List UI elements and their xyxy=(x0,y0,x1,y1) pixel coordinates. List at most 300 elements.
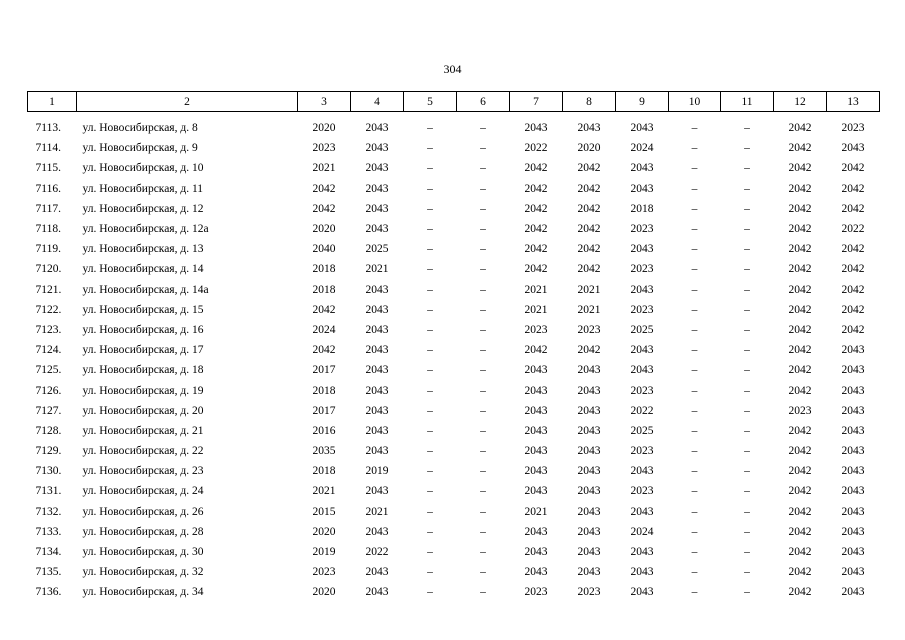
address-cell: ул. Новосибирская, д. 9 xyxy=(82,142,198,155)
value-cell: 2042 xyxy=(841,182,865,195)
column-header-13: 13 xyxy=(827,92,880,112)
value-cell: – xyxy=(427,404,433,417)
table-row xyxy=(28,199,880,219)
value-cell: 2043 xyxy=(365,182,389,195)
row-number: 7117. xyxy=(35,202,61,215)
address-cell: ул. Новосибирская, д. 15 xyxy=(82,303,204,316)
value-cell: – xyxy=(744,243,750,256)
value-cell: 2024 xyxy=(630,525,654,538)
row-number: 7122. xyxy=(35,303,62,316)
value-cell: – xyxy=(744,223,750,236)
address-cell: ул. Новосибирская, д. 12 xyxy=(82,202,204,215)
value-cell: – xyxy=(691,303,698,316)
column-header-4: 4 xyxy=(351,92,404,112)
value-cell: 2023 xyxy=(577,586,601,599)
table-row xyxy=(28,421,880,441)
value-cell: – xyxy=(744,364,750,377)
value-cell: – xyxy=(480,485,486,498)
value-cell: – xyxy=(480,243,486,256)
row-number: 7120. xyxy=(35,263,62,276)
value-cell: 2043 xyxy=(630,283,654,296)
value-cell: 2043 xyxy=(841,364,865,377)
value-cell: 2023 xyxy=(312,142,336,155)
value-cell: 2023 xyxy=(630,445,654,458)
value-cell: 2042 xyxy=(577,223,601,236)
table-row xyxy=(28,259,880,279)
value-cell: – xyxy=(744,525,750,538)
value-cell: 2040 xyxy=(312,243,336,256)
value-cell: – xyxy=(691,223,698,236)
value-cell: 2042 xyxy=(841,323,865,336)
value-cell: – xyxy=(480,465,486,478)
table-row xyxy=(28,481,880,501)
value-cell: 2042 xyxy=(841,243,865,256)
value-cell: 2017 xyxy=(312,404,336,417)
value-cell: 2042 xyxy=(577,263,601,276)
table-row xyxy=(28,461,880,481)
value-cell: 2018 xyxy=(630,202,654,215)
table-row xyxy=(28,380,880,400)
value-cell: 2020 xyxy=(312,122,336,135)
value-cell: – xyxy=(480,182,486,195)
value-cell: – xyxy=(427,243,433,256)
value-cell: 2043 xyxy=(577,525,601,538)
value-cell: – xyxy=(691,182,698,195)
value-cell: 2042 xyxy=(788,263,812,276)
value-cell: 2043 xyxy=(841,525,865,538)
value-cell: 2035 xyxy=(312,445,336,458)
value-cell: 2042 xyxy=(577,202,601,215)
address-cell: ул. Новосибирская, д. 10 xyxy=(82,162,204,175)
value-cell: 2024 xyxy=(312,323,336,336)
value-cell: 2043 xyxy=(365,303,389,316)
value-cell: 2021 xyxy=(524,505,548,518)
value-cell: 2021 xyxy=(577,283,601,296)
value-cell: 2042 xyxy=(841,263,865,276)
value-cell: 2024 xyxy=(630,142,654,155)
value-cell: – xyxy=(427,364,433,377)
value-cell: – xyxy=(744,546,750,559)
value-cell: 2042 xyxy=(788,122,812,135)
value-cell: – xyxy=(480,323,486,336)
value-cell: – xyxy=(480,202,486,215)
value-cell: 2023 xyxy=(524,586,548,599)
row-number: 7118. xyxy=(35,223,61,236)
value-cell: – xyxy=(744,323,750,336)
table-row xyxy=(28,360,880,380)
value-cell: – xyxy=(744,505,750,518)
value-cell: 2042 xyxy=(788,465,812,478)
value-cell: 2043 xyxy=(577,546,601,559)
value-cell: 2042 xyxy=(788,243,812,256)
column-header-11: 11 xyxy=(721,92,774,112)
value-cell: 2042 xyxy=(312,182,336,195)
value-cell: 2043 xyxy=(577,566,601,579)
row-number: 7136. xyxy=(35,586,62,599)
address-cell: ул. Новосибирская, д. 23 xyxy=(82,465,204,478)
value-cell: 2043 xyxy=(577,404,601,417)
value-cell: 2042 xyxy=(788,162,812,175)
value-cell: 2021 xyxy=(365,263,389,276)
value-cell: – xyxy=(744,162,750,175)
value-cell: 2043 xyxy=(365,424,389,437)
address-cell: ул. Новосибирская, д. 13 xyxy=(82,243,204,256)
value-cell: 2042 xyxy=(577,344,601,357)
value-cell: – xyxy=(744,404,750,417)
column-header-7: 7 xyxy=(510,92,563,112)
value-cell: – xyxy=(691,122,698,135)
value-cell: 2042 xyxy=(788,525,812,538)
value-cell: 2022 xyxy=(365,546,389,559)
value-cell: 2023 xyxy=(841,122,865,135)
value-cell: 2018 xyxy=(312,384,336,397)
value-cell: 2043 xyxy=(630,586,654,599)
value-cell: 2043 xyxy=(365,344,389,357)
value-cell: 2023 xyxy=(630,303,654,316)
value-cell: 2043 xyxy=(841,485,865,498)
value-cell: 2018 xyxy=(312,283,336,296)
value-cell: 2042 xyxy=(788,364,812,377)
value-cell: 2021 xyxy=(312,485,336,498)
value-cell: 2023 xyxy=(312,566,336,579)
address-cell: ул. Новосибирская, д. 14 xyxy=(82,263,204,276)
table-row xyxy=(28,179,880,199)
value-cell: 2043 xyxy=(365,384,389,397)
value-cell: – xyxy=(744,303,750,316)
value-cell: 2042 xyxy=(788,223,812,236)
value-cell: – xyxy=(480,445,486,458)
value-cell: 2042 xyxy=(788,384,812,397)
table-row xyxy=(28,401,880,421)
value-cell: 2042 xyxy=(577,243,601,256)
value-cell: 2043 xyxy=(577,485,601,498)
value-cell: – xyxy=(691,546,698,559)
table-row xyxy=(28,542,880,562)
value-cell: 2023 xyxy=(630,223,654,236)
value-cell: – xyxy=(744,202,750,215)
column-header-1: 1 xyxy=(28,92,77,112)
value-cell: 2020 xyxy=(577,142,601,155)
value-cell: 2043 xyxy=(577,465,601,478)
address-cell: ул. Новосибирская, д. 11 xyxy=(82,182,204,195)
value-cell: 2043 xyxy=(630,344,654,357)
value-cell: 2043 xyxy=(365,566,389,579)
value-cell: 2042 xyxy=(524,263,548,276)
value-cell: – xyxy=(691,263,698,276)
value-cell: – xyxy=(427,546,433,559)
value-cell: – xyxy=(480,142,486,155)
value-cell: – xyxy=(691,243,698,256)
value-cell: – xyxy=(480,505,486,518)
value-cell: 2043 xyxy=(524,566,548,579)
value-cell: 2042 xyxy=(788,546,812,559)
value-cell: – xyxy=(691,424,698,437)
value-cell: – xyxy=(427,122,433,135)
value-cell: – xyxy=(480,223,486,236)
value-cell: 2042 xyxy=(524,182,548,195)
value-cell: – xyxy=(744,283,750,296)
value-cell: 2043 xyxy=(365,223,389,236)
address-cell: ул. Новосибирская, д. 28 xyxy=(82,525,204,538)
value-cell: – xyxy=(744,424,750,437)
address-cell: ул. Новосибирская, д. 30 xyxy=(82,546,204,559)
value-cell: 2025 xyxy=(630,323,654,336)
value-cell: 2023 xyxy=(577,323,601,336)
value-cell: – xyxy=(480,263,486,276)
value-cell: 2043 xyxy=(630,243,654,256)
value-cell: – xyxy=(744,445,750,458)
value-cell: 2042 xyxy=(788,344,812,357)
value-cell: – xyxy=(744,384,750,397)
table-row xyxy=(28,340,880,360)
address-cell: ул. Новосибирская, д. 8 xyxy=(82,122,198,135)
value-cell: 2043 xyxy=(630,566,654,579)
value-cell: 2043 xyxy=(630,122,654,135)
value-cell: – xyxy=(744,566,750,579)
value-cell: 2043 xyxy=(577,384,601,397)
value-cell: – xyxy=(480,303,486,316)
value-cell: 2043 xyxy=(630,182,654,195)
value-cell: 2043 xyxy=(577,364,601,377)
value-cell: – xyxy=(427,223,433,236)
table-row xyxy=(28,502,880,522)
value-cell: – xyxy=(427,142,433,155)
page-number: 304 xyxy=(443,62,462,76)
value-cell: – xyxy=(691,344,698,357)
value-cell: 2043 xyxy=(630,465,654,478)
value-cell: – xyxy=(427,202,433,215)
value-cell: 2023 xyxy=(788,404,812,417)
value-cell: – xyxy=(427,465,433,478)
value-cell: – xyxy=(427,525,433,538)
value-cell: – xyxy=(744,344,750,357)
value-cell: – xyxy=(480,384,486,397)
table-row xyxy=(28,138,880,158)
value-cell: 2043 xyxy=(365,142,389,155)
address-cell: ул. Новосибирская, д. 18 xyxy=(82,364,204,377)
value-cell: 2042 xyxy=(841,283,865,296)
row-number: 7116. xyxy=(35,182,61,195)
value-cell: 2043 xyxy=(630,546,654,559)
value-cell: 2018 xyxy=(312,263,336,276)
value-cell: 2042 xyxy=(841,303,865,316)
value-cell: – xyxy=(480,424,486,437)
value-cell: 2042 xyxy=(524,202,548,215)
value-cell: – xyxy=(427,323,433,336)
table-row xyxy=(28,112,880,139)
value-cell: – xyxy=(427,283,433,296)
table-row xyxy=(28,300,880,320)
value-cell: 2043 xyxy=(841,465,865,478)
column-header-8: 8 xyxy=(563,92,616,112)
row-number: 7130. xyxy=(35,465,62,478)
value-cell: 2042 xyxy=(841,202,865,215)
value-cell: – xyxy=(480,122,486,135)
value-cell: – xyxy=(427,505,433,518)
value-cell: 2043 xyxy=(630,364,654,377)
row-number: 7123. xyxy=(35,323,62,336)
value-cell: – xyxy=(691,485,698,498)
value-cell: 2043 xyxy=(524,384,548,397)
value-cell: – xyxy=(427,303,433,316)
value-cell: 2042 xyxy=(788,566,812,579)
row-number: 7132. xyxy=(35,505,62,518)
value-cell: – xyxy=(480,364,486,377)
address-cell: ул. Новосибирская, д. 24 xyxy=(82,485,204,498)
value-cell: 2043 xyxy=(841,586,865,599)
column-header-6: 6 xyxy=(457,92,510,112)
value-cell: – xyxy=(427,263,433,276)
value-cell: – xyxy=(691,525,698,538)
address-cell: ул. Новосибирская, д. 17 xyxy=(82,344,204,357)
value-cell: 2022 xyxy=(524,142,548,155)
value-cell: 2015 xyxy=(312,505,336,518)
value-cell: 2019 xyxy=(312,546,336,559)
address-cell: ул. Новосибирская, д. 34 xyxy=(82,586,204,599)
value-cell: 2043 xyxy=(524,546,548,559)
value-cell: 2043 xyxy=(841,546,865,559)
value-cell: 2043 xyxy=(841,424,865,437)
value-cell: – xyxy=(744,465,750,478)
value-cell: – xyxy=(691,323,698,336)
value-cell: 2043 xyxy=(524,465,548,478)
row-number: 7113. xyxy=(35,122,61,135)
value-cell: – xyxy=(480,525,486,538)
value-cell: 2043 xyxy=(524,404,548,417)
value-cell: – xyxy=(480,586,486,599)
value-cell: 2042 xyxy=(788,505,812,518)
value-cell: – xyxy=(691,364,698,377)
table-body xyxy=(28,112,880,603)
value-cell: 2042 xyxy=(788,586,812,599)
value-cell: 2042 xyxy=(788,445,812,458)
value-cell: – xyxy=(691,142,698,155)
value-cell: 2043 xyxy=(365,323,389,336)
value-cell: – xyxy=(427,424,433,437)
row-number: 7127. xyxy=(35,404,62,417)
value-cell: – xyxy=(691,505,698,518)
value-cell: 2043 xyxy=(365,485,389,498)
column-header-3: 3 xyxy=(298,92,351,112)
address-cell: ул. Новосибирская, д. 19 xyxy=(82,384,204,397)
row-number: 7126. xyxy=(35,384,62,397)
value-cell: 2042 xyxy=(312,202,336,215)
address-cell: ул. Новосибирская, д. 26 xyxy=(82,505,204,518)
value-cell: 2023 xyxy=(524,323,548,336)
value-cell: 2021 xyxy=(577,303,601,316)
value-cell: 2042 xyxy=(788,323,812,336)
value-cell: 2043 xyxy=(365,525,389,538)
value-cell: – xyxy=(480,283,486,296)
value-cell: 2023 xyxy=(630,263,654,276)
value-cell: 2017 xyxy=(312,364,336,377)
value-cell: – xyxy=(480,344,486,357)
header-row xyxy=(28,92,880,112)
row-number: 7124. xyxy=(35,344,62,357)
value-cell: 2018 xyxy=(312,465,336,478)
value-cell: 2043 xyxy=(524,525,548,538)
value-cell: 2042 xyxy=(577,162,601,175)
value-cell: – xyxy=(744,142,750,155)
value-cell: 2043 xyxy=(365,586,389,599)
value-cell: – xyxy=(427,162,433,175)
value-cell: 2042 xyxy=(788,182,812,195)
value-cell: 2042 xyxy=(788,283,812,296)
row-number: 7134. xyxy=(35,546,62,559)
value-cell: 2023 xyxy=(630,485,654,498)
value-cell: – xyxy=(691,586,698,599)
table-row xyxy=(28,441,880,461)
value-cell: 2043 xyxy=(365,202,389,215)
data-table xyxy=(27,91,880,603)
value-cell: – xyxy=(691,445,698,458)
row-number: 7133. xyxy=(35,525,62,538)
value-cell: – xyxy=(480,546,486,559)
value-cell: 2021 xyxy=(365,505,389,518)
address-cell: ул. Новосибирская, д. 14а xyxy=(82,283,209,296)
value-cell: 2043 xyxy=(841,384,865,397)
row-number: 7131. xyxy=(35,485,62,498)
value-cell: – xyxy=(480,566,486,579)
column-header-5: 5 xyxy=(404,92,457,112)
table-row xyxy=(28,562,880,582)
row-number: 7121. xyxy=(35,283,62,296)
value-cell: – xyxy=(691,202,698,215)
address-cell: ул. Новосибирская, д. 32 xyxy=(82,566,204,579)
column-header-2: 2 xyxy=(77,92,298,112)
table-row xyxy=(28,239,880,259)
value-cell: – xyxy=(744,122,750,135)
value-cell: – xyxy=(427,485,433,498)
value-cell: 2042 xyxy=(524,243,548,256)
value-cell: 2042 xyxy=(577,182,601,195)
value-cell: 2043 xyxy=(841,445,865,458)
address-cell: ул. Новосибирская, д. 21 xyxy=(82,424,204,437)
table-row xyxy=(28,582,880,602)
value-cell: 2042 xyxy=(524,344,548,357)
value-cell: 2021 xyxy=(524,283,548,296)
address-cell: ул. Новосибирская, д. 16 xyxy=(82,323,204,336)
value-cell: 2043 xyxy=(524,485,548,498)
value-cell: 2042 xyxy=(312,303,336,316)
value-cell: 2023 xyxy=(630,384,654,397)
value-cell: 2022 xyxy=(630,404,654,417)
value-cell: – xyxy=(691,162,698,175)
value-cell: – xyxy=(744,586,750,599)
value-cell: 2043 xyxy=(841,142,865,155)
value-cell: – xyxy=(744,263,750,276)
value-cell: 2043 xyxy=(365,364,389,377)
table-row xyxy=(28,320,880,340)
value-cell: – xyxy=(480,162,486,175)
value-cell: 2043 xyxy=(841,404,865,417)
value-cell: 2042 xyxy=(788,424,812,437)
value-cell: 2043 xyxy=(630,505,654,518)
value-cell: 2043 xyxy=(365,283,389,296)
value-cell: 2042 xyxy=(841,162,865,175)
value-cell: 2042 xyxy=(312,344,336,357)
row-number: 7129. xyxy=(35,445,62,458)
value-cell: 2016 xyxy=(312,424,336,437)
value-cell: – xyxy=(427,586,433,599)
value-cell: 2043 xyxy=(841,505,865,518)
value-cell: 2019 xyxy=(365,465,389,478)
value-cell: 2043 xyxy=(365,122,389,135)
value-cell: 2025 xyxy=(365,243,389,256)
table-row xyxy=(28,219,880,239)
value-cell: 2043 xyxy=(365,162,389,175)
value-cell: – xyxy=(691,404,698,417)
